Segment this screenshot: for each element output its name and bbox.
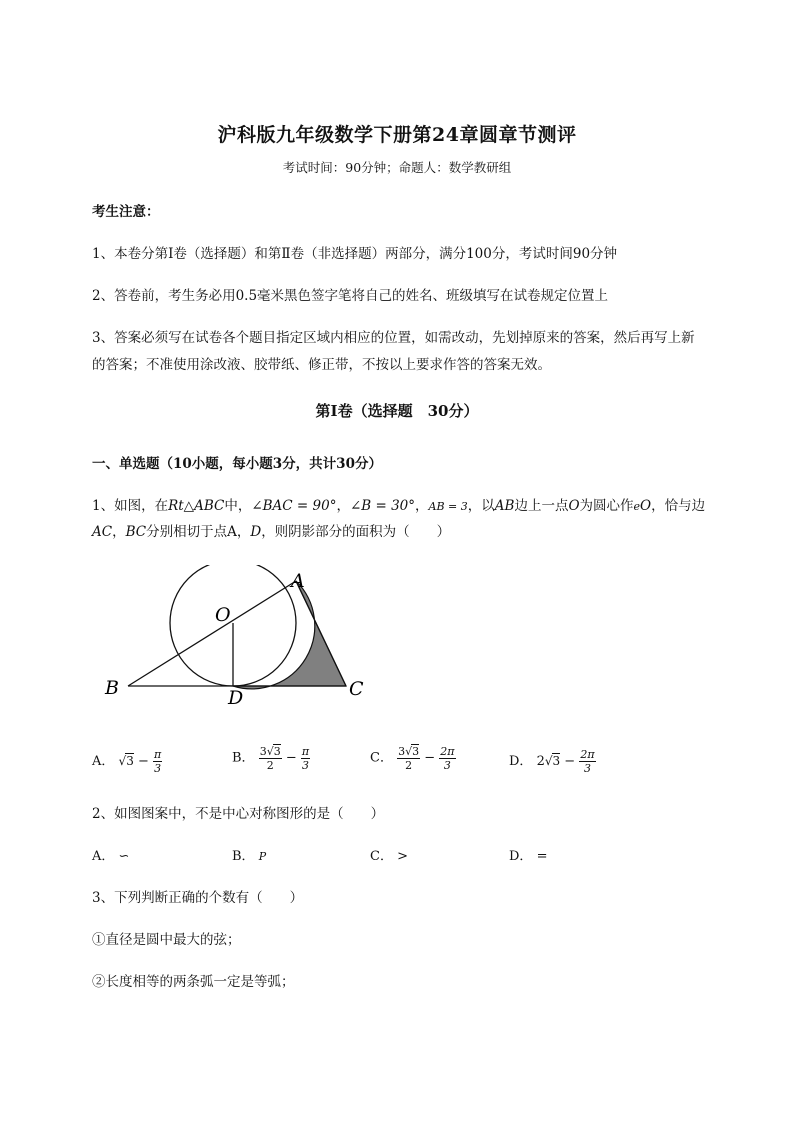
minus-sign: − [564,754,576,769]
notice-item-1: 1、本卷分第I卷（选择题）和第Ⅱ卷（非选择题）两部分，满分100分，考试时间90分钟 [92,246,618,262]
q1-o: O [568,498,580,514]
q1-text: 分别相切于点A， [146,524,251,540]
q1-text: 为圆心作 [579,498,634,514]
q1-text: ，则阴影部分的面积为（ ） [261,524,451,540]
option-label: D． [509,754,533,769]
option-label: A． [92,754,115,769]
option-symbol: ∽ [118,849,130,864]
q1-ab-length: AB = 3 [428,500,468,513]
notice-item-2: 2、答卷前，考生务必用0.5毫米黑色签字笔将自己的姓名、班级填写在试卷规定位置上 [92,288,609,304]
radicand: 3 [552,754,561,768]
denominator: 3 [583,762,591,775]
minus-sign: − [285,750,297,766]
fraction [439,745,455,772]
q1-text: 1、如图，在 [92,498,169,514]
minus-sign: − [137,754,149,769]
option-label: C． [370,849,393,864]
label-o: O [215,604,231,626]
q3-statement-1: ①直径是圆中最大的弦； [92,932,241,948]
numerator: 2π [580,748,595,761]
denominator: 3 [154,762,162,775]
q1-text: ，恰与边 [651,498,706,514]
denominator: 3 [443,758,451,772]
q1-angle-bac: ∠BAC = 90° [251,498,337,514]
option-symbol: > [397,849,408,864]
notice-heading: 考生注意： [92,204,160,220]
denominator: 2 [266,759,274,772]
label-a: A [291,570,305,592]
q1-text: ，以 [467,498,495,514]
option-label: B． [232,750,255,766]
q1-ac: AC [92,524,113,540]
section-title: 第I卷（选择题 30分） [315,402,479,420]
q3-statement-2: ②长度相等的两条弧一定是等弧； [92,974,295,990]
radicand: 3 [412,745,420,758]
segment-ab [128,581,296,686]
q1-triangle: Rt△ABC [168,498,225,514]
q1-d: D [250,524,262,540]
fraction: $\frac{3√3}{2}$ [259,745,281,772]
question-1-line-1 [92,494,705,514]
q1-ab: AB [494,498,515,514]
q1-text: ， [336,498,350,514]
q1-text: ， [112,524,126,540]
numerator: π [301,744,310,758]
minus-sign: − [424,750,436,766]
q1-option-a[interactable]: A． √3 − $\frac{\pi}{3}$ [92,748,162,775]
q1-angle-b: ∠B = 30° [349,498,416,514]
fraction [153,748,162,775]
part-heading: 一、单选题（10小题，每小题3分，共计30分） [92,456,382,472]
notice-item-3-cont: 的答案；不准使用涂改液、胶带纸、修正带，不按以上要求作答的答案无效。 [92,357,551,373]
option-label: D． [509,849,533,864]
numerator: π [154,748,162,761]
q1-text: 中， [224,498,252,514]
q2-option-c[interactable] [370,845,408,864]
q1-bc: BC [125,524,147,540]
label-c: C [349,678,364,700]
shaded-region [233,581,346,689]
option-label: A． [92,849,115,864]
denominator: 3 [302,758,310,772]
notice-item-3: 3、答案必须写在试卷各个题目指定区域内相应的位置，如需改动，先划掉原来的答案，然后再写上新 [92,330,695,346]
question-3: 3、下列判断正确的个数有（ ） [92,890,304,906]
page-title: 沪科版九年级数学下册第24章圆章节测评 [217,124,577,146]
coefficient: 2 [536,754,545,769]
option-label: B． [232,849,255,864]
radicand: 3 [273,745,281,758]
fraction: $\frac{3√3}{2}$ [398,745,420,772]
q2-option-a[interactable] [92,845,129,864]
option-label: C． [370,750,393,766]
radicand: 3 [126,754,134,768]
coefficient: 3 [398,745,406,758]
question-1-line-2 [92,520,450,540]
label-d: D [228,687,244,709]
denominator: 2 [405,759,413,772]
option-symbol: = [536,849,548,864]
q1-figure [95,565,385,715]
numerator: 2π [440,744,455,758]
q1-option-d[interactable]: D． 2√3 − $\frac{2\pi}{3}$ [509,748,595,775]
label-b: B [105,677,119,699]
coefficient: 3 [259,745,267,758]
fraction [579,748,595,775]
q1-option-b[interactable] [232,744,310,772]
fraction [301,745,310,772]
option-symbol: P [258,850,267,863]
q2-option-d[interactable] [509,845,547,864]
q1-circle-symbol: e [633,500,641,513]
question-2: 2、如图图案中，不是中心对称图形的是（ ） [92,806,385,822]
q1-option-c[interactable] [370,744,456,772]
q1-text: ， [415,498,429,514]
exam-info: 考试时间：90分钟；命题人：数学教研组 [282,160,512,175]
q1-o2: O [640,498,652,514]
q2-option-b[interactable] [232,845,266,864]
q1-text: 边上一点 [514,498,569,514]
